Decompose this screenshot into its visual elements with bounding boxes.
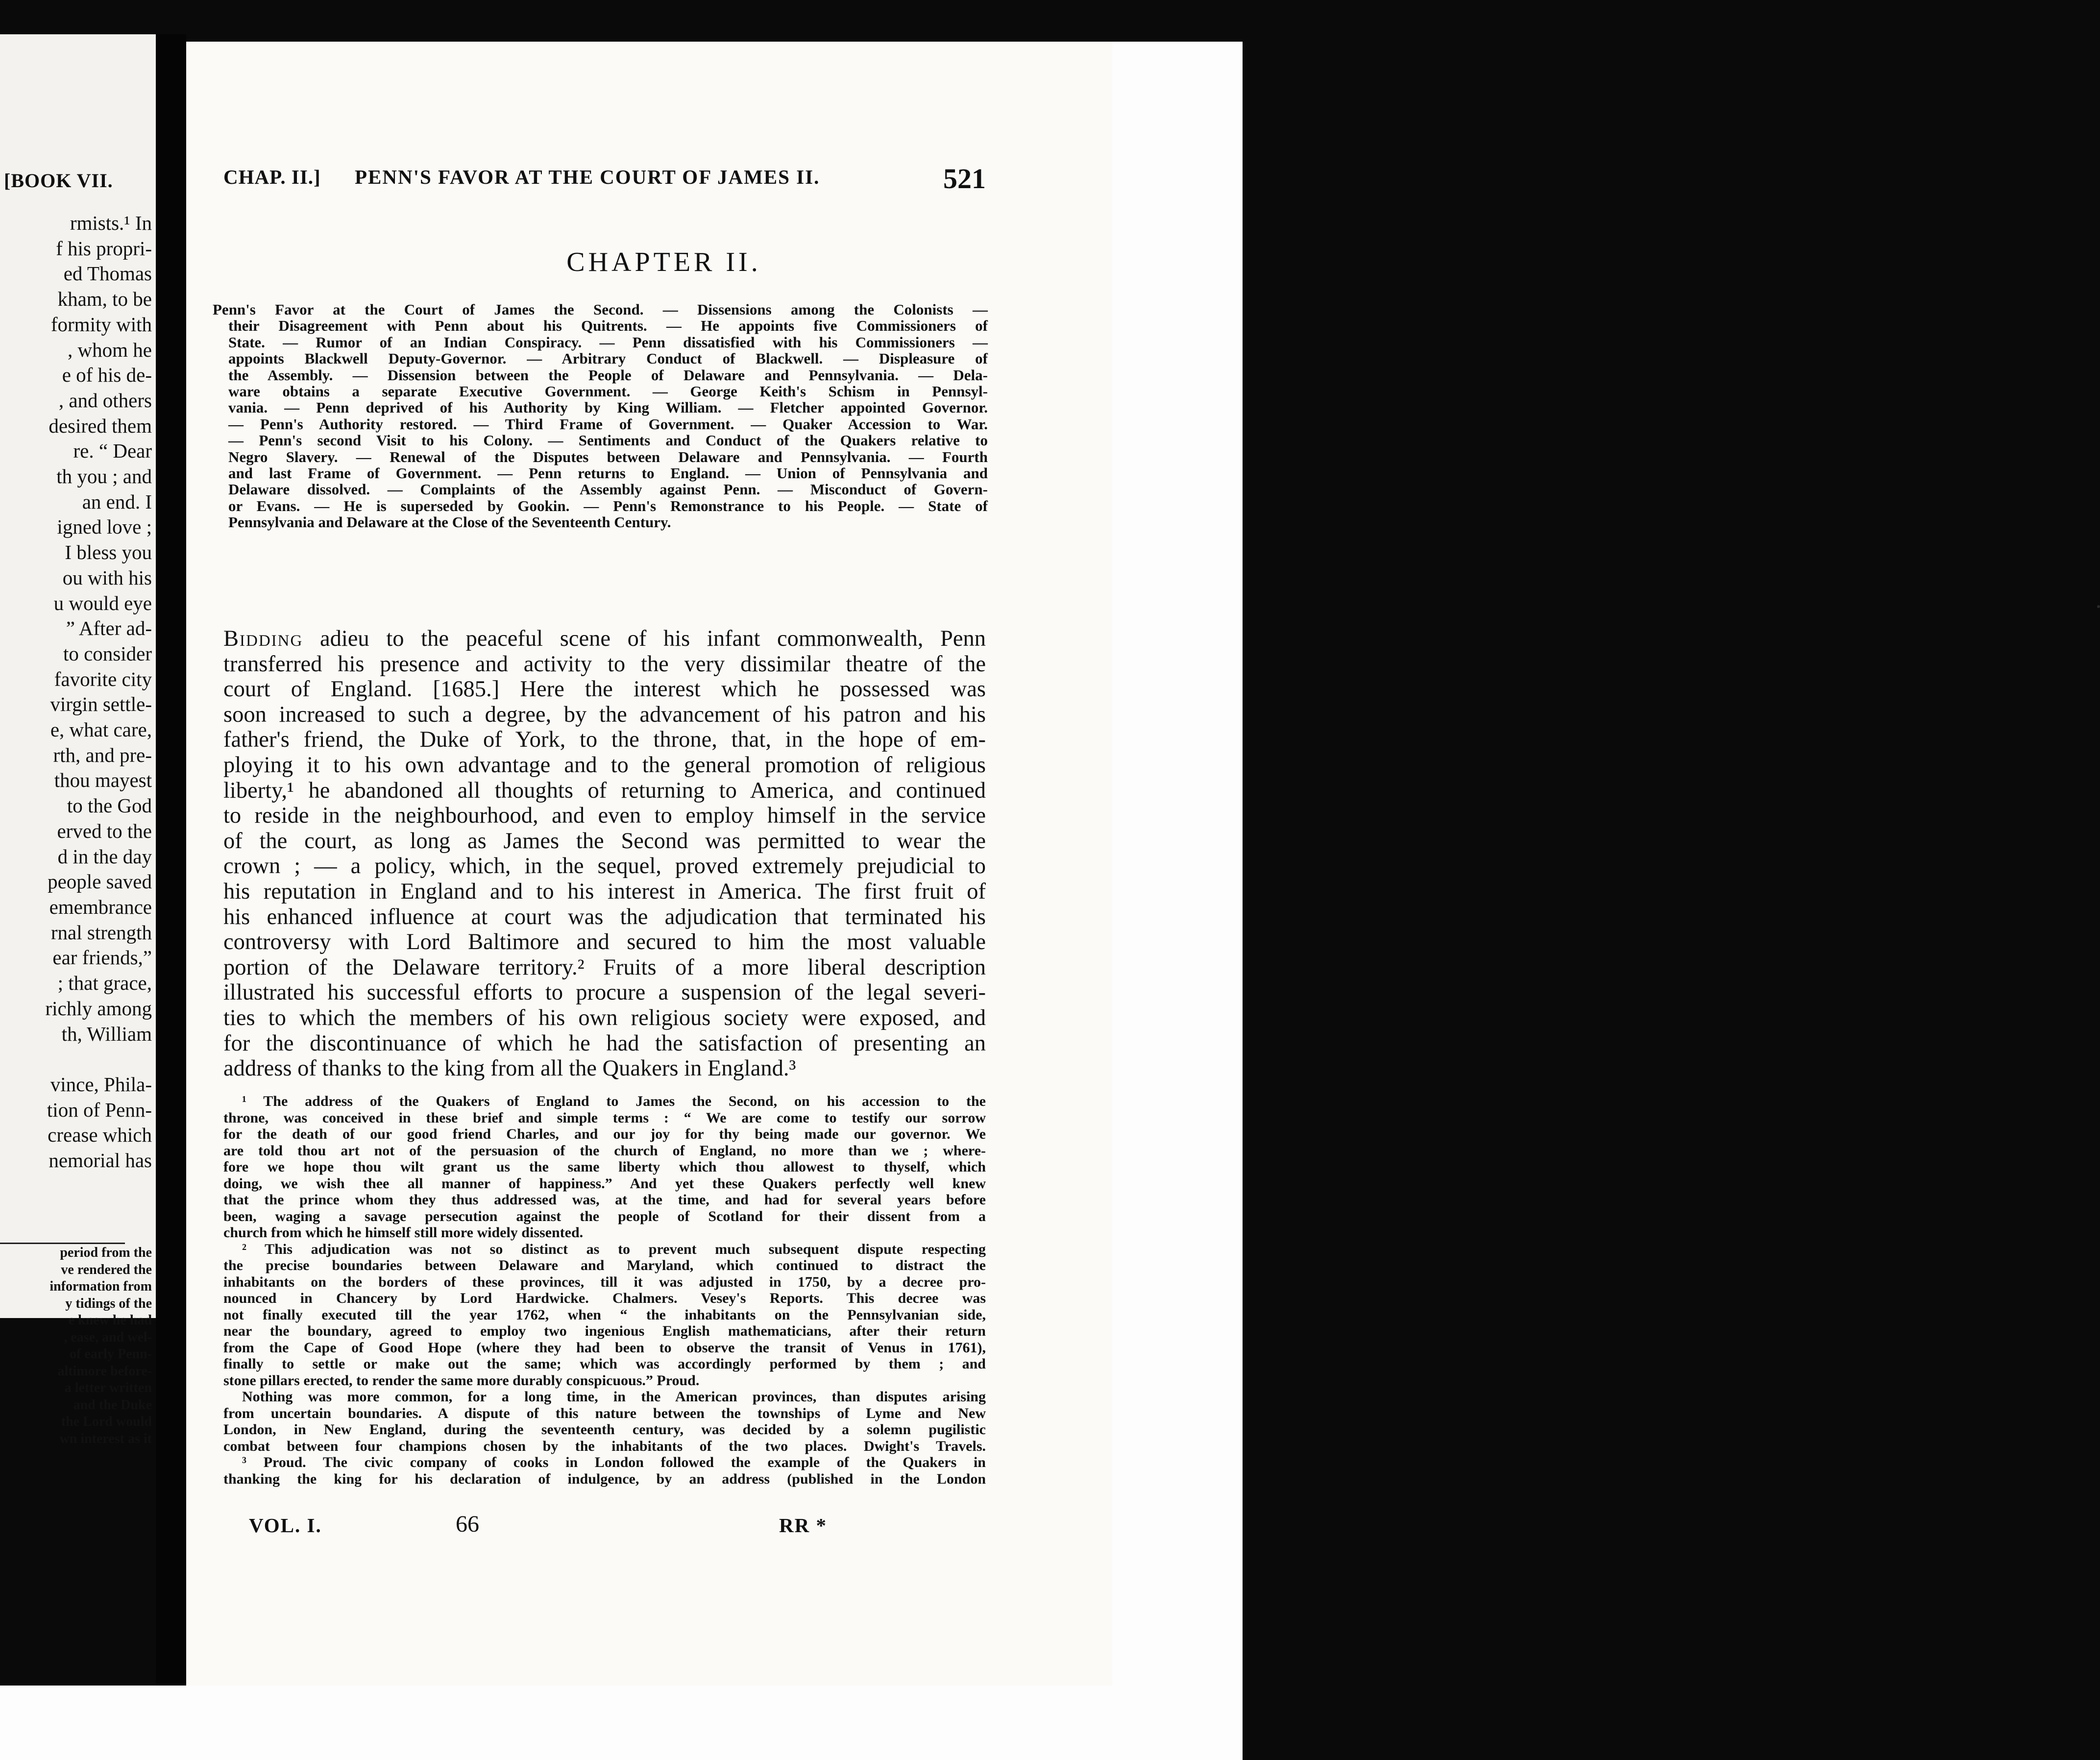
left-text-line: virgin settle- [50, 693, 152, 716]
footnote-line: inhabitants on the borders of these provinces, till it was adjusted in 1750, by a decree pro- [223, 1273, 986, 1290]
body-line: transferred his presence and activity to the very dissimilar theatre of the [223, 651, 986, 677]
left-footnote-line: information from [49, 1279, 152, 1294]
book-gutter [156, 34, 186, 1695]
footnote-line: doing, we wish thee all manner of happiness.” And yet these Quakers perfectly well knew [223, 1175, 986, 1192]
left-text-line: ; that grace, [57, 972, 152, 995]
left-footnote-rule [0, 1243, 125, 1244]
left-footnote-line: y tidings of the [65, 1296, 152, 1311]
body-line: father's friend, the Duke of York, to the throne, that, in the hope of em- [223, 727, 986, 753]
page-number: 521 [943, 163, 986, 195]
left-footnote-line: a letter written [64, 1380, 152, 1395]
left-text-line: formity with [50, 313, 152, 336]
footnote-line: ¹ The address of the Quakers of England to James the Second, on his accession to the [242, 1093, 986, 1109]
left-text-line: e of his de- [62, 364, 152, 387]
footnote-line: from the Cape of Good Hope (where they had been to observe the transit of Venus in 1761), [223, 1339, 986, 1356]
synopsis-line: — Penn's Authority restored. — Third Frame of Government. — Quaker Accession to War. [228, 415, 988, 433]
body-line: controversy with Lord Baltimore and secured to him the most valuable [223, 929, 986, 955]
left-page-text [0, 211, 152, 1173]
synopsis-line: ware obtains a separate Executive Government. — George Keith's Schism in Pennsyl- [228, 383, 988, 400]
left-text-line: crease which [48, 1124, 152, 1147]
left-text-line: e, what care, [50, 718, 152, 741]
body-line: ties to which the members of his own religious society were exposed, and [223, 1005, 986, 1030]
footnote-line: London, in New England, during the seventeenth century, was decided by a solemn pugilistic [223, 1421, 986, 1438]
left-text-line: d in the day [57, 845, 152, 868]
left-text-line: richly among [45, 997, 152, 1020]
footnote-line: ² This adjudication was not so distinct as to prevent much subsequent dispute respecting [242, 1241, 986, 1257]
left-text-line: to the God [67, 794, 152, 817]
left-text-line: favorite city [54, 667, 152, 690]
left-text-line: vince, Phila- [50, 1073, 152, 1096]
body-line: his reputation in England and to his interest in America. The first fruit of [223, 879, 986, 904]
left-footnote-line: e knew he had [68, 1313, 152, 1328]
chapter-heading: CHAPTER II. [566, 247, 761, 277]
signature-mark: RR * [779, 1514, 827, 1537]
left-text-line [0, 1047, 152, 1072]
body-line: portion of the Delaware territory.² Fruits of a more liberal description [223, 954, 986, 980]
body-line: his enhanced influence at court was the adjudication that terminated his [223, 904, 986, 929]
left-footnote-line: wn interest as it [59, 1431, 152, 1446]
left-text-line: emembrance [49, 895, 152, 918]
left-text-line: , whom he [68, 338, 152, 361]
footnote-line: the precise boundaries between Delaware and Maryland, which continued to distract the [223, 1257, 986, 1273]
footnote-line: from uncertain boundaries. A dispute of this nature between the townships of Lyme and New [223, 1405, 986, 1421]
synopsis-line: State. — Rumor of an Indian Conspiracy. — Penn dissatisfied with his Commissioners — [228, 333, 988, 351]
synopsis-line: appoints Blackwell Deputy-Governor. — Arbitrary Conduct of Blackwell. — Displeasure of [228, 350, 988, 367]
running-title: PENN'S FAVOR AT THE COURT OF JAMES II. [355, 166, 820, 188]
left-text-line: re. “ Dear [73, 440, 152, 463]
left-text-line: f his propri- [56, 237, 152, 260]
left-text-line: people saved [48, 870, 152, 893]
synopsis-line: — Penn's second Visit to his Colony. — Sentiments and Conduct of the Quakers relative to [228, 432, 988, 449]
footnote-line: throne, was conceived in these brief and simple terms : “ We are come to testify our sorrow [223, 1109, 986, 1126]
chapter-reference: CHAP. II.] [223, 166, 321, 188]
signature-line [249, 1511, 837, 1548]
previous-page-fragment [0, 34, 156, 1446]
left-text-line: th you ; and [56, 465, 152, 488]
left-running-head: [BOOK VII. [4, 170, 113, 192]
footnote-line: stone pillars erected, to render the same more durably conspicuous.” Proud. [223, 1372, 700, 1389]
left-text-line: kham, to be [57, 288, 152, 311]
synopsis-line: Pennsylvania and Delaware at the Close of the Seventeenth Century. [228, 513, 671, 531]
synopsis-line: and last Frame of Government. — Penn returns to England. — Union of Pennsylvania and [228, 464, 988, 482]
left-text-line: I bless you [65, 541, 152, 564]
footnote-line: thanking the king for his declaration of indulgence, by an address (published in the London [223, 1470, 986, 1487]
synopsis-line: vania. — Penn deprived of his Authority by King William. — Fletcher appointed Governor. [228, 399, 988, 416]
synopsis-line: or Evans. — He is superseded by Gookin. — Penn's Remonstrance to his People. — State of [228, 497, 988, 514]
left-page-footnotes [0, 1245, 152, 1447]
left-text-line: ed Thomas [63, 262, 152, 285]
body-line: to reside in the neighbourhood, and even to employ himself in the service [223, 803, 986, 829]
footnote-line: for the death of our good friend Charles, and our joy for thy being made our governor. We [223, 1126, 986, 1142]
chapter-synopsis [213, 301, 988, 531]
scan-margin [1112, 42, 1243, 1760]
drop-word: Bidding [223, 626, 303, 651]
body-line: illustrated his successful efforts to procure a suspension of the legal severi- [223, 980, 986, 1005]
left-text-line: erved to the [57, 819, 152, 842]
running-head [223, 165, 986, 199]
left-footnote-line: altimore before- [57, 1363, 152, 1379]
left-text-line: desired them [49, 414, 152, 437]
body-line: crown ; — a policy, which, in the sequel, proved extremely prejudicial to [223, 854, 986, 879]
footnote-line: church from which he himself still more widely dissented. [223, 1224, 584, 1241]
footnote-line: nounced in Chancery by Lord Hardwicke. Chalmers. Vesey's Reports. This decree was [223, 1290, 986, 1306]
left-text-line: tion of Penn- [47, 1098, 152, 1121]
signature-number: 66 [456, 1511, 479, 1537]
synopsis-line: Negro Slavery. — Renewal of the Disputes between Delaware and Pennsylvania. — Fourth [228, 448, 988, 465]
left-text-line: , and others [58, 389, 152, 412]
footnote-line: fore we hope thou wilt grant us the same liberty which thou allowest to thyself, which [223, 1159, 986, 1175]
left-text-line: u would eye [53, 591, 152, 614]
scan-bottom-margin [0, 1686, 1243, 1760]
left-text-line: rnal strength [50, 921, 152, 944]
body-line: for the discontinuance of which he had the satisfaction of presenting an [223, 1030, 986, 1056]
body-line: liberty,¹ he abandoned all thoughts of returning to America, and continued [223, 778, 986, 803]
footnote-line: ³ Proud. The civic company of cooks in London followed the example of the Quakers in [242, 1454, 986, 1470]
synopsis-line: Delaware dissolved. — Complaints of the Assembly against Penn. — Misconduct of Govern- [228, 481, 988, 498]
left-text-line: to consider [63, 642, 152, 665]
footnote-line: combat between four champions chosen by the inhabitants of the two places. Dwight's Travels. [223, 1438, 986, 1454]
left-footnote-line: and the Duke [73, 1397, 152, 1413]
body-line: address of thanks to the king from all the Quakers in England.³ [223, 1056, 796, 1081]
volume-label: VOL. I. [249, 1514, 322, 1537]
body-line: of the court, as long as James the Second was permitted to wear the [223, 828, 986, 854]
left-footnote-line: , ease, and wel- [64, 1329, 152, 1345]
left-text-line: igned love ; [57, 515, 152, 538]
synopsis-line: Penn's Favor at the Court of James the Second. — Dissensions among the Colonists — [213, 301, 988, 318]
left-footnote-line: ve rendered the [61, 1262, 152, 1277]
left-text-line: rmists.¹ In [70, 212, 152, 234]
body-line: ploying it to his own advantage and to the general promotion of religious [223, 752, 986, 778]
body-line: Bidding adieu to the peaceful scene of his infant commonwealth, Penn [223, 626, 986, 651]
footnote-line: near the boundary, agreed to employ two ingenious English mathematicians, after their return [223, 1323, 986, 1339]
left-footnote-line: period from the [60, 1245, 152, 1260]
footnote-line: not finally executed till the year 1762, when “ the inhabitants on the Pennsylvanian side, [223, 1306, 986, 1323]
left-text-line: thou mayest [54, 769, 152, 792]
footnote-line: Nothing was more common, for a long time, in the American provinces, than disputes arising [242, 1389, 986, 1405]
left-text-line: rth, and pre- [53, 743, 152, 766]
left-text-line: ” After ad- [66, 617, 152, 640]
left-footnote-line: of early Penn- [70, 1346, 152, 1362]
body-text [223, 626, 986, 1081]
scan-speck [2097, 605, 2100, 608]
left-text-line: an end. I [82, 490, 152, 513]
left-text-line: ear friends,” [52, 946, 152, 969]
synopsis-line: the Assembly. — Dissension between the People of Delaware and Pennsylvania. — Dela- [228, 366, 988, 384]
book-page [186, 42, 1112, 1686]
left-text-line: ou with his [62, 566, 152, 589]
body-line: soon increased to such a degree, by the advancement of his patron and his [223, 702, 986, 727]
left-footnote-line: the Lord would [61, 1414, 152, 1429]
footnote-line: finally to settle or make out the same; which was accordingly performed by them ; and [223, 1356, 986, 1372]
body-line: court of England. [1685.] Here the interest which he possessed was [223, 677, 986, 702]
left-text-line: th, William [61, 1022, 152, 1045]
footnote-line: that the prince whom they thus addressed was, at the time, and had for several years before [223, 1192, 986, 1208]
synopsis-line: their Disagreement with Penn about his Quitrents. — He appoints five Commissioners of [228, 317, 988, 335]
footnotes [223, 1093, 986, 1487]
footnote-line: are told thou art not of the persuasion of the church of England, no more than we ; where- [223, 1142, 986, 1159]
footnote-line: been, waging a savage persecution against the people of Scotland for their dissent from a [223, 1208, 986, 1224]
left-text-line: nemorial has [49, 1149, 152, 1172]
